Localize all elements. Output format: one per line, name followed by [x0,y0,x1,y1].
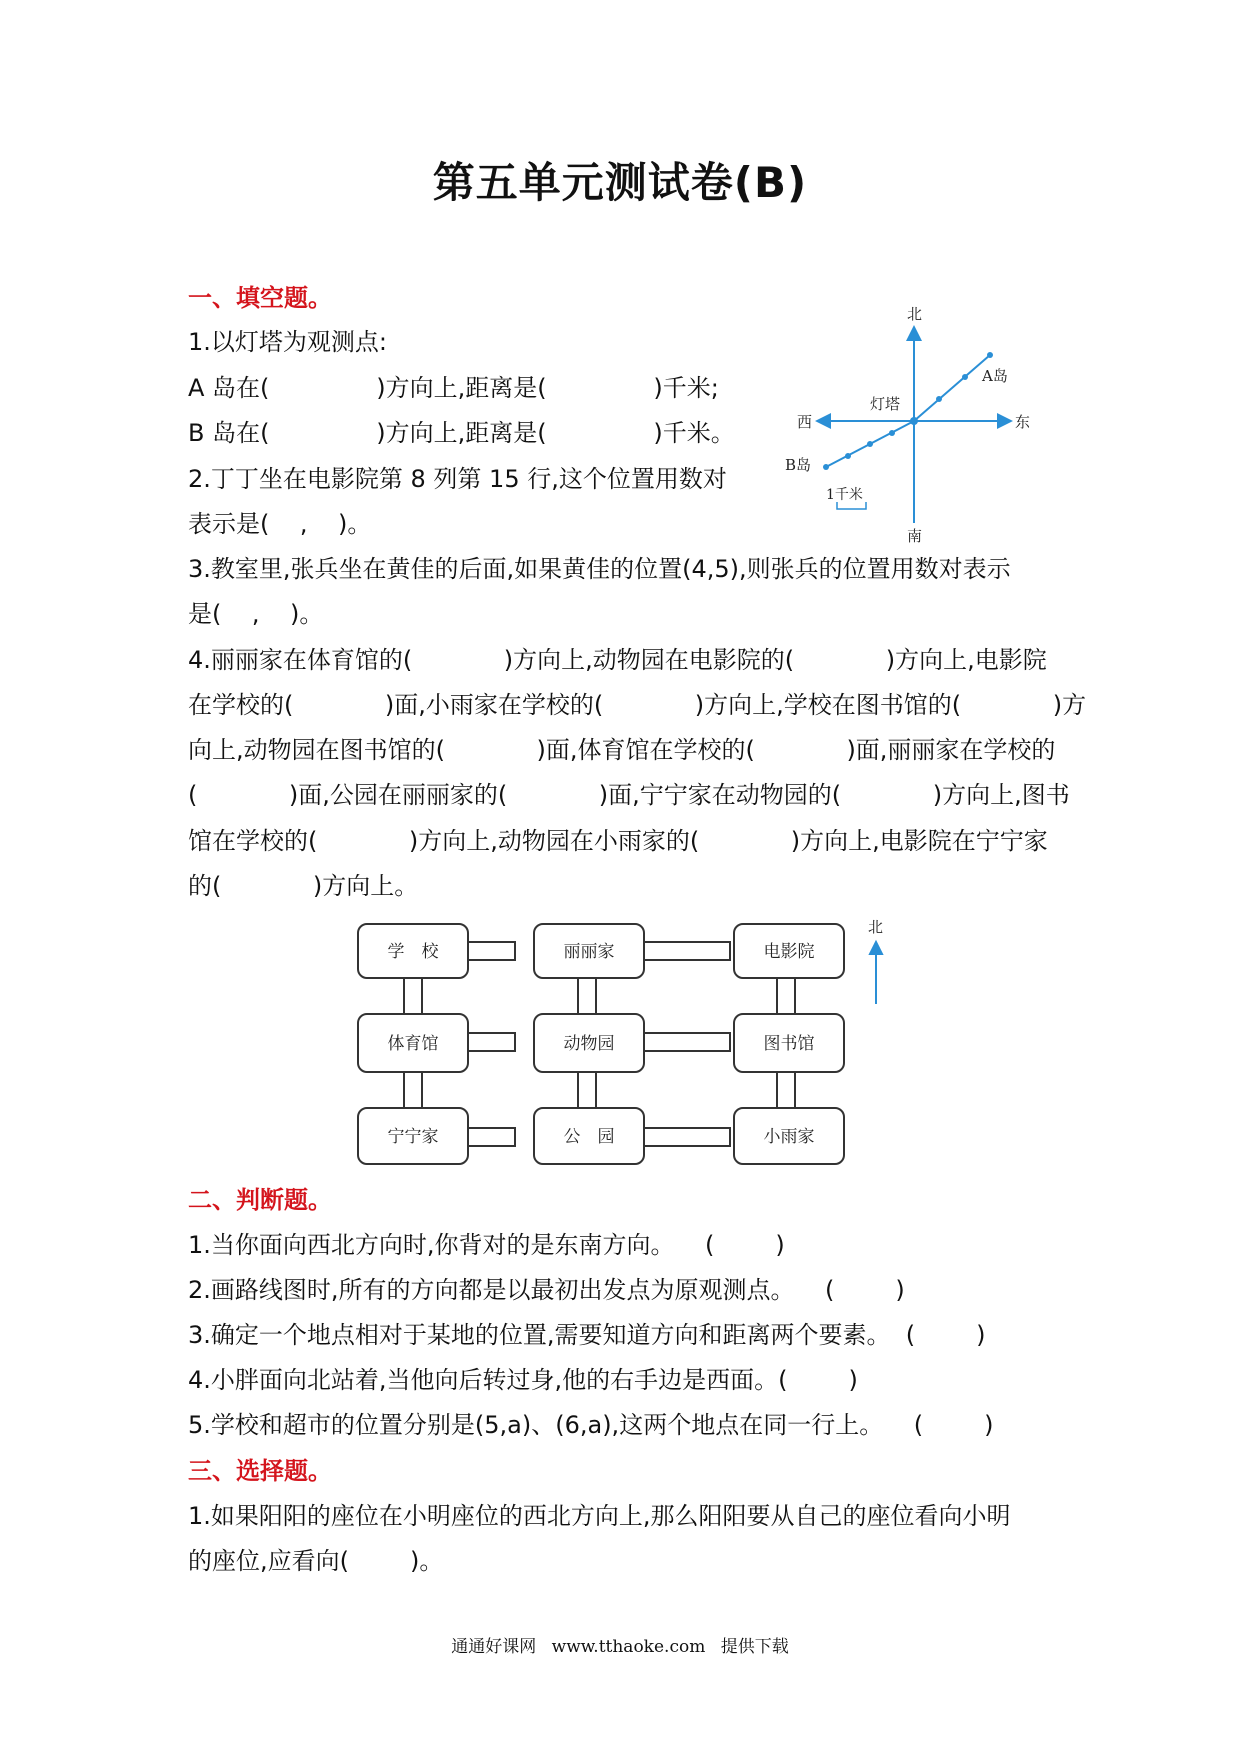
line-to-island-a [914,355,990,421]
place-label: 小雨家 [763,1127,815,1147]
question-line: 1.如果阳阳的座位在小明座位的西北方向上,那么阳阳要从自己的座位看向小明 [188,1502,1011,1530]
place-label: 图书馆 [763,1034,815,1054]
place-label: 体育馆 [387,1034,439,1054]
lighthouse-point [910,417,918,425]
compass-diagram [785,305,1060,545]
question-line: 在学校的( )面,小雨家在学校的( )方向上,学校在图书馆的( )方 [188,691,1087,719]
island-a-point [987,352,993,358]
place-label: 丽丽家 [563,942,615,962]
question-line: 2.丁丁坐在电影院第 8 列第 15 行,这个位置用数对 [188,465,727,493]
question-line: 馆在学校的( )方向上,动物园在小雨家的( )方向上,电影院在宁宁家 [188,827,1048,855]
question-line: 2.画路线图时,所有的方向都是以最初出发点为原观测点。 ( ) [188,1276,905,1304]
island-b-point [823,464,829,470]
question-line: 3.确定一个地点相对于某地的位置,需要知道方向和距离两个要素。 ( ) [188,1321,986,1349]
label-lighthouse: 灯塔 [870,395,901,413]
question-line: 是( , )。 [188,600,324,628]
label-island-a: A岛 [982,367,1008,385]
label-island-b: B岛 [785,456,812,474]
question-line: 的座位,应看向( )。 [188,1547,444,1575]
question-line: 5.学校和超市的位置分别是(5,a)、(6,a),这两个地点在同一行上。 ( ) [188,1411,994,1439]
footer-url[interactable]: www.tthaoke.com [551,1637,706,1657]
question-line: 向上,动物园在图书馆的( )面,体育馆在学校的( )面,丽丽家在学校的 [188,736,1056,764]
page-title: 第五单元测试卷(B) [432,158,808,207]
place-label: 宁宁家 [387,1127,439,1147]
question-line: 表示是( , )。 [188,510,372,538]
page-footer [0,1632,1240,1657]
section-judge-heading: 二、判断题。 [188,1186,332,1214]
place-label: 动物园 [563,1034,615,1054]
label-scale: 1千米 [826,487,863,503]
question-line: B 岛在( )方向上,距离是( )千米。 [188,419,735,447]
map-north-label: 北 [868,918,884,936]
question-line: 3.教室里,张兵坐在黄佳的后面,如果黄佳的位置(4,5),则张兵的位置用数对表示 [188,555,1011,583]
label-south: 南 [907,527,923,545]
label-west: 西 [797,413,813,431]
place-label: 电影院 [763,942,815,962]
question-line: 4.小胖面向北站着,当他向后转过身,他的右手边是西面。( ) [188,1366,858,1394]
north-arrow-head [870,942,882,954]
question-line: 的( )方向上。 [188,872,419,900]
section-fill-heading: 一、填空题。 [188,284,332,312]
question-line: A 岛在( )方向上,距离是( )千米; [188,374,719,402]
section-choice-heading: 三、选择题。 [188,1457,332,1485]
question-line: 4.丽丽家在体育馆的( )方向上,动物园在电影院的( )方向上,电影院 [188,646,1047,674]
question-line: 1.以灯塔为观测点: [188,328,387,356]
footer-site-name: 通通好课网 [451,1637,537,1657]
question-line: 1.当你面向西北方向时,你背对的是东南方向。 ( ) [188,1231,785,1259]
place-label: 学 校 [387,942,439,962]
label-east: 东 [1015,413,1031,431]
label-north: 北 [907,305,923,323]
place-label: 公 园 [563,1127,615,1147]
location-map [350,908,910,1168]
question-line: ( )面,公园在丽丽家的( )面,宁宁家在动物园的( )方向上,图书 [188,781,1070,809]
footer-note: 提供下载 [720,1637,789,1657]
